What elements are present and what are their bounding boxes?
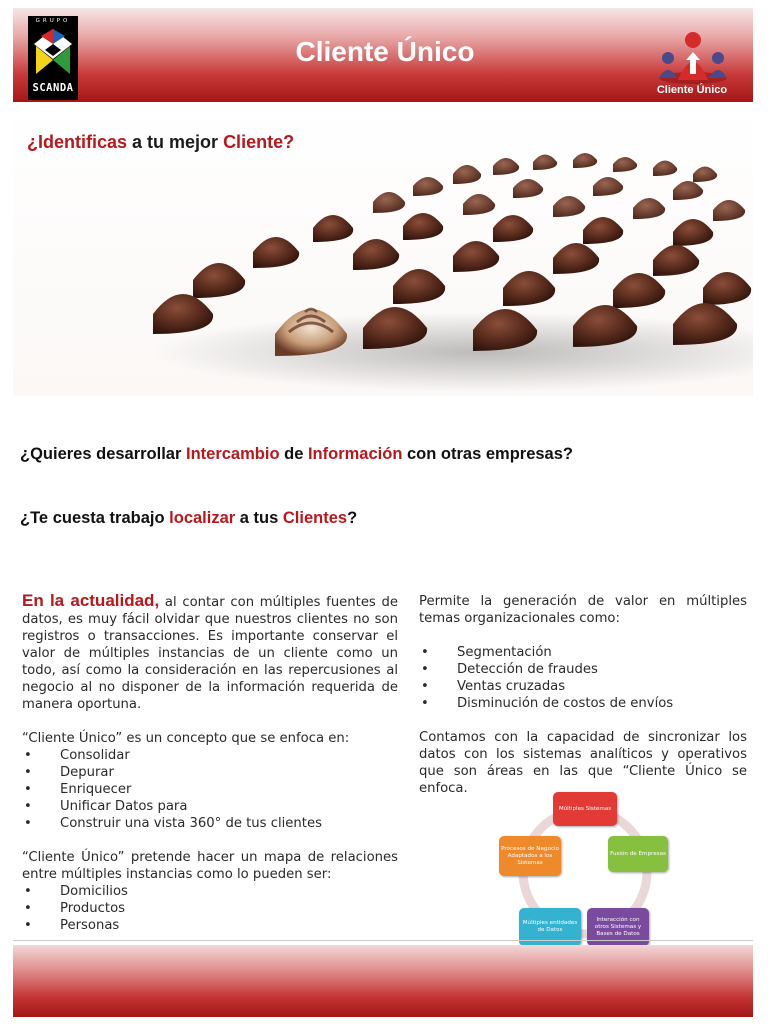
page-title: Cliente Único xyxy=(295,36,475,67)
map-intro: “Cliente Único” pretende hacer un mapa de relaciones entre múltiples instancias como lo pueden ser: xyxy=(22,850,398,882)
concept-intro: “Cliente Único” es un concepto que se enfoca en: xyxy=(22,731,350,746)
value-intro: Permite la generación de valor en múltiples temas organizacionales como: xyxy=(419,594,747,626)
q2-text-3: ? xyxy=(347,509,358,527)
hero-question xyxy=(27,132,294,153)
list-item: • Enriquecer xyxy=(22,781,398,798)
node-fusion-empresas: Fusión de Empresas xyxy=(608,836,668,872)
list-item: • Domicilios xyxy=(22,883,398,900)
q1-text-3: con otras empresas? xyxy=(402,445,573,463)
footer-divider xyxy=(13,940,753,941)
list-item: • Productos xyxy=(22,900,398,917)
list-item: • Segmentación xyxy=(419,644,747,661)
lede-text: En la actualidad, xyxy=(22,591,160,610)
value-list xyxy=(419,644,747,712)
q2-text-1: ¿Te cuesta trabajo xyxy=(20,509,170,527)
hero-question-highlight-1: ¿Identificas xyxy=(27,132,128,152)
intro-text: al contar con múltiples fuentes de datos, es muy fácil olvidar que nuestros clientes no son registros o transacciones. Es importante conservar el valor de múltiples instancias de un cliente como un todo, así como la consideración en las repercusiones al negocio al no disponer de la información requerida de manera oportuna. xyxy=(22,595,398,712)
grupo-scanda-logo xyxy=(28,16,78,100)
list-item: • Construir una vista 360° de tus clientes xyxy=(22,815,398,832)
question-localizar xyxy=(20,509,357,528)
list-item: • Depurar xyxy=(22,764,398,781)
list-item: • Unificar Datos para xyxy=(22,798,398,815)
hero-question-highlight-2: Cliente? xyxy=(223,132,295,152)
list-item: • Ventas cruzadas xyxy=(419,678,747,695)
q1-highlight-1: Intercambio xyxy=(186,445,280,463)
left-column xyxy=(22,592,398,934)
q1-text-2: de xyxy=(279,445,308,463)
logo-top-text: GRUPO xyxy=(35,18,71,24)
node-interaccion-sistemas: Interacción con otros Sistemas y Bases de Datos xyxy=(587,908,649,946)
q2-highlight-2: Clientes xyxy=(282,509,348,527)
node-multiples-sistemas: Múltiples Sistemas xyxy=(553,792,617,826)
q1-highlight-2: Información xyxy=(307,445,403,463)
question-intercambio xyxy=(20,445,573,464)
list-item: • Disminución de costos de envíos xyxy=(419,695,747,712)
people-network-icon xyxy=(654,30,732,86)
map-list xyxy=(22,883,398,934)
footer-bar xyxy=(13,945,753,1017)
hero-question-text: a tu mejor xyxy=(127,132,224,152)
right-column xyxy=(419,593,747,797)
concept-list xyxy=(22,747,398,832)
brand-label: Cliente Único xyxy=(656,84,728,96)
intro-paragraph xyxy=(22,592,398,713)
q2-highlight-1: localizar xyxy=(169,509,236,527)
sync-paragraph: Contamos con la capacidad de sincronizar los datos con los sistemas analíticos y operativos que son áreas en las que “Cliente Único se enfoca. xyxy=(419,730,747,796)
q2-text-2: a tus xyxy=(235,509,283,527)
logo-bottom-text: SCANDA xyxy=(32,82,74,94)
list-item: • Detección de fraudes xyxy=(419,661,747,678)
cycle-diagram xyxy=(495,790,675,946)
node-multiples-entidades: Múltiples entidades de Datos xyxy=(519,908,581,946)
q1-text-1: ¿Quieres desarrollar xyxy=(20,445,186,463)
list-item: • Personas xyxy=(22,917,398,934)
list-item: • Consolidar xyxy=(22,747,398,764)
node-procesos-negocio: Procesos de Negocio Adaptados a los Sistemas xyxy=(499,836,561,876)
